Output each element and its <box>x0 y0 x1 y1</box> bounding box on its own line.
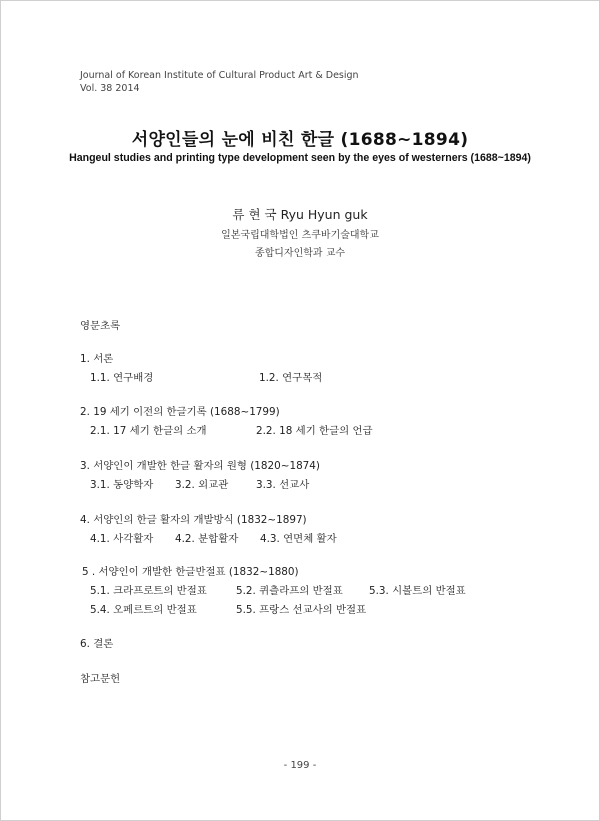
author-affiliation-2: 종합디자인학과 교수 <box>254 248 346 259</box>
page-number: - 199 - <box>283 760 317 771</box>
toc-item-3-2: 3.2. 외교관 <box>175 479 229 491</box>
journal-header <box>80 69 359 95</box>
toc-abstract: 영문초록 <box>80 320 121 332</box>
toc-item-4-2: 4.2. 분합활자 <box>175 533 239 545</box>
toc-section-5: 5 . 서양인이 개발한 한글반절표 (1832~1880) <box>82 566 299 578</box>
author-name: 류 현 국 Ryu Hyun guk <box>232 207 368 222</box>
toc-section-4: 4. 서양인의 한글 활자의 개발방식 (1832~1897) <box>80 514 307 526</box>
toc-item-2-2: 2.2. 18 세기 한글의 언급 <box>256 425 373 437</box>
author-affiliation-1: 일본국립대학법인 츠쿠바기술대학교 <box>221 230 379 241</box>
toc-item-4-1: 4.1. 사각활자 <box>90 533 154 545</box>
toc-item-3-3: 3.3. 선교사 <box>256 479 310 491</box>
toc-item-5-3: 5.3. 시볼트의 반절표 <box>369 585 466 597</box>
toc-item-5-4: 5.4. 오페르트의 반절표 <box>90 604 197 616</box>
toc-item-2-1: 2.1. 17 세기 한글의 소개 <box>90 425 207 437</box>
journal-volume: Vol. 38 2014 <box>80 83 140 94</box>
toc-item-5-1: 5.1. 크라프로트의 반절표 <box>90 585 207 597</box>
title-english: Hangeul studies and printing type development seen by the eyes of westerners (1688~1894) <box>69 152 531 164</box>
toc-item-4-3: 4.3. 연면체 활자 <box>260 533 337 545</box>
toc-section-1: 1. 서론 <box>80 353 114 365</box>
toc-section-2: 2. 19 세기 이전의 한글기록 (1688~1799) <box>80 406 280 418</box>
toc-section-6: 6. 결론 <box>80 638 114 650</box>
toc-item-3-1: 3.1. 동양학자 <box>90 479 154 491</box>
toc-item-5-5: 5.5. 프랑스 선교사의 반절표 <box>236 604 367 616</box>
toc-item-1-2: 1.2. 연구목적 <box>259 372 323 384</box>
toc-item-5-2: 5.2. 퀴츨라프의 반절표 <box>236 585 343 597</box>
journal-name: Journal of Korean Institute of Cultural Product Art & Design <box>80 70 359 81</box>
toc-item-1-1: 1.1. 연구배경 <box>90 372 154 384</box>
toc-references: 참고문헌 <box>80 673 121 685</box>
title-korean: 서양인들의 눈에 비친 한글 (1688~1894) <box>131 130 469 150</box>
toc-section-3: 3. 서양인이 개발한 한글 활자의 원형 (1820~1874) <box>80 460 320 472</box>
